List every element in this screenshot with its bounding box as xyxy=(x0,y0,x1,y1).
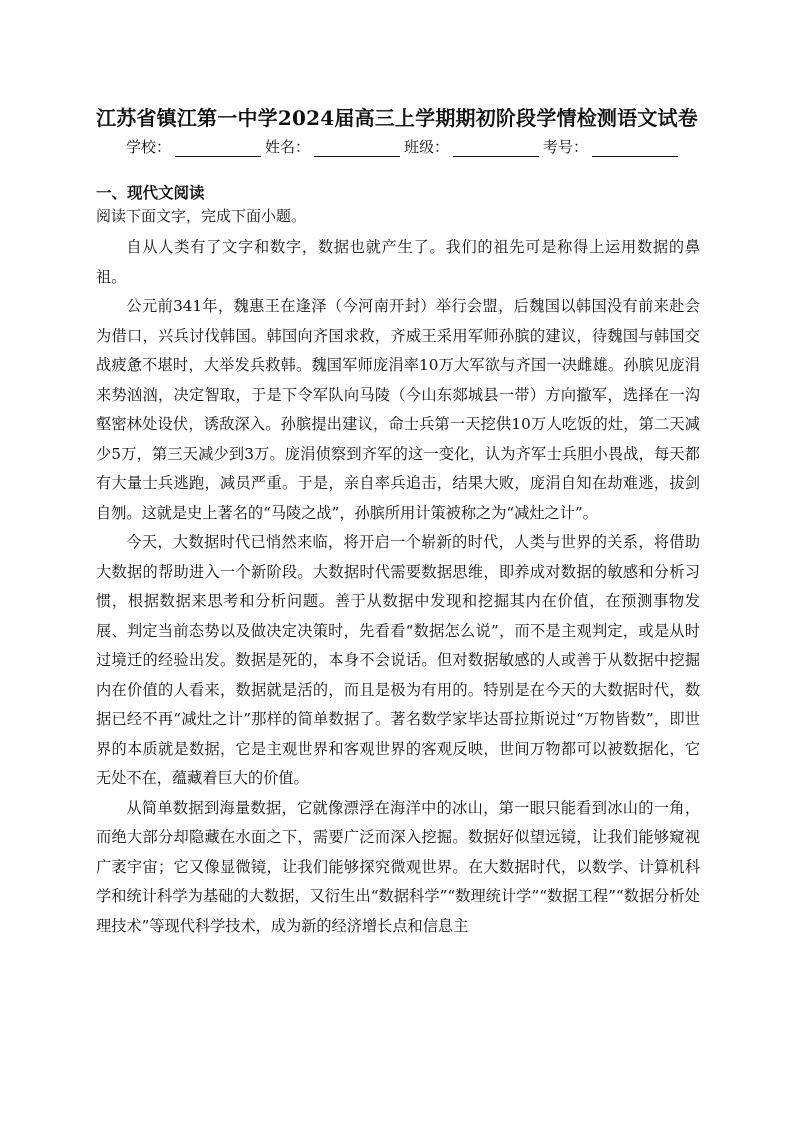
school-label: 学校： xyxy=(126,138,172,156)
school-blank[interactable] xyxy=(175,140,261,157)
passage-paragraph: 公元前341年，魏惠王在逢泽（今河南开封）举行会盟，后魏国以韩国没有前来赴会为借口，兴兵讨伐韩国。韩国向齐国求救，齐威王采用军师孙膑的建议，待魏国与韩国交战疲惫不堪时，大举发兵救韩。魏国军师庞涓率10万大军欲与齐国一决雌雄。孙膑见庞涓来势汹汹，决定智取，于是下令军队向马陵（今山东郯城县一带）方向撤军，选择在一沟壑密林处设伏，诱敌深入。孙膑提出建议，命士兵第一天挖供10万人吃饭的灶，第二天减少5万，第三天减少到3万。庞涓侦察到齐军的这一变化，认为齐军士兵胆小畏战，每天都有大量士兵逃跑，减员严重。于是，亲自率兵追击，结果大败，庞涓自知在劫难逃，拔剑自刎。这就是史上著名的“马陵之战”，孙膑所用计策被称之为“减灶之计”。 xyxy=(96,297,700,522)
school-field xyxy=(126,136,265,157)
passage-paragraph: 自从人类有了文字和数字，数据也就产生了。我们的祖先可是称得上运用数据的鼻祖。 xyxy=(96,238,700,286)
passage-paragraph: 今天，大数据时代已悄然来临，将开启一个崭新的时代，人类与世界的关系，将借助大数据的帮助进入一个新阶段。大数据时代需要数据思维，即养成对数据的敏感和分析习惯，根据数据来思考和分析问题。善于从数据中发现和挖掘其内在价值，在预测事物发展、判定当前态势以及做决定决策时，先看看“数据怎么说”，而不是主观判定，或是从时过境迁的经验出发。数据是死的，本身不会说话。但对数据敏感的人或善于从数据中挖掘内在价值的人看来，数据就是活的，而且是极为有用的。特别是在今天的大数据时代，数据已经不再“减灶之计”那样的简单数据了。著名数学家毕达哥拉斯说过“万物皆数”，即世界的本质就是数据，它是主观世界和客观世界的客观反映，世间万物都可以被数据化，它无处不在，蕴藏着巨大的价值。 xyxy=(96,533,700,787)
reading-instruction: 阅读下面文字，完成下面小题。 xyxy=(96,207,307,225)
student-info-line xyxy=(126,136,686,157)
class-blank[interactable] xyxy=(453,140,539,157)
name-blank[interactable] xyxy=(314,140,400,157)
name-field xyxy=(265,136,404,157)
class-label: 班级： xyxy=(404,138,450,156)
class-field xyxy=(404,136,543,157)
reading-passage xyxy=(96,233,700,941)
exam-number-blank[interactable] xyxy=(592,140,678,157)
section-title: 一、现代文阅读 xyxy=(96,184,205,202)
exam-number-field xyxy=(543,136,682,157)
passage-paragraph: 从简单数据到海量数据，它就像漂浮在海洋中的冰山，第一眼只能看到冰山的一角，而绝大部分却隐藏在水面之下，需要广泛而深入挖掘。数据好似望远镜，让我们能够窥视广袤宇宙；它又像显微镜，让我们能够探究微观世界。在大数据时代，以数学、计算机科学和统计科学为基础的大数据，又衍生出“数据科学”“数理统计学”“数据工程”“数据分析处理技术”等现代科学技术，成为新的经济增长点和信息主 xyxy=(96,798,700,935)
name-label: 姓名： xyxy=(265,138,311,156)
exam-number-label: 考号： xyxy=(543,138,589,156)
exam-title: 江苏省镇江第一中学2024届高三上学期期初阶段学情检测语文试卷 xyxy=(96,106,698,130)
